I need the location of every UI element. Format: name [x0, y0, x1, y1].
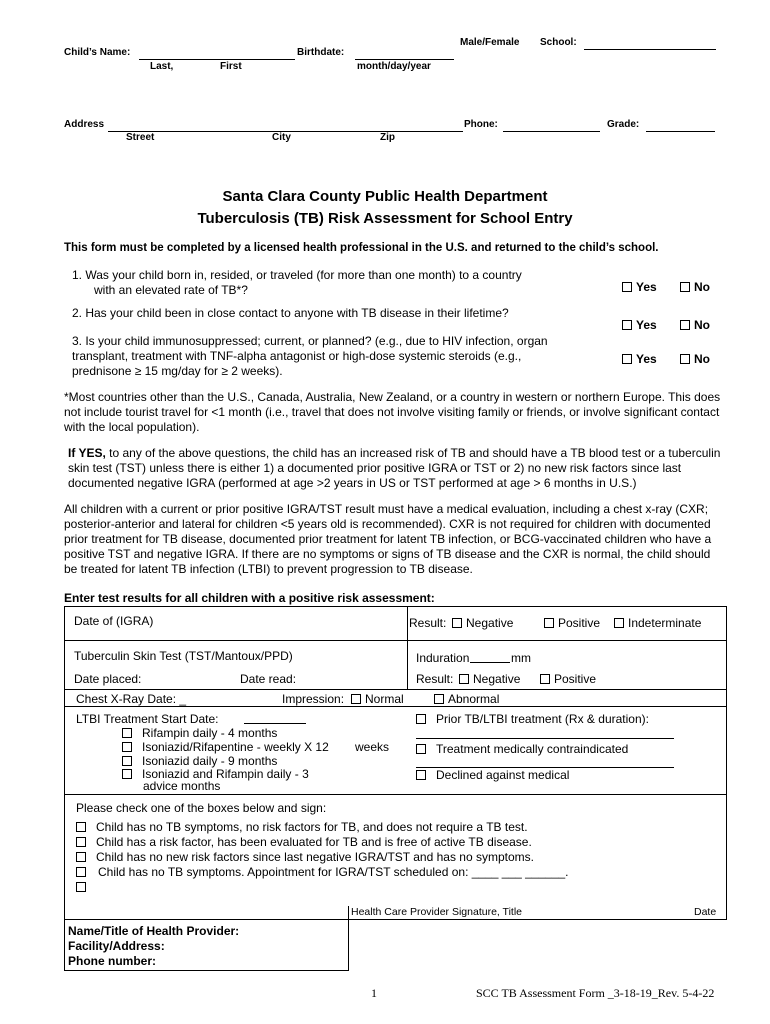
form-id: SCC TB Assessment Form _3-18-19_Rev. 5-4-22 — [476, 986, 715, 1000]
checkbox-icon — [416, 744, 426, 754]
school-field[interactable] — [584, 49, 716, 50]
childs-name-label: Child’s Name: — [64, 47, 131, 58]
checkbox-icon — [76, 837, 86, 847]
facility-label: Facility/Address: — [68, 939, 165, 953]
prior-treatment-field[interactable] — [416, 738, 674, 739]
phone-field[interactable] — [503, 131, 600, 132]
checkbox-icon — [351, 694, 361, 704]
checkbox-icon — [680, 354, 690, 364]
q3-no-option[interactable]: No — [680, 352, 710, 366]
q1-yes-option[interactable]: Yes — [622, 280, 657, 294]
question-1-line2: with an elevated rate of TB*? — [94, 283, 248, 297]
address-label: Address — [64, 119, 105, 130]
induration-field[interactable] — [470, 662, 510, 663]
tst-result-label: Result: — [416, 672, 454, 686]
checkbox-icon — [76, 867, 86, 877]
declined-option[interactable]: Declined against medical — [416, 768, 569, 782]
checkbox-icon — [622, 354, 632, 364]
checkbox-icon — [122, 769, 132, 779]
signature-label: Health Care Provider Signature, Title — [351, 906, 522, 918]
sublabel-month-day-year: month/day/year — [357, 61, 431, 72]
ltbi-start-field[interactable] — [244, 723, 306, 724]
department-title: Santa Clara County Public Health Department — [222, 188, 548, 205]
checkbox-icon — [544, 618, 554, 628]
checkbox-icon — [416, 770, 426, 780]
rx-isoniazid-rifampin-option[interactable]: Isoniazid and Rifampin daily - 3 — [122, 768, 309, 781]
sublabel-zip: Zip — [380, 132, 395, 143]
q3-yes-option[interactable]: Yes — [622, 352, 657, 366]
checkbox-icon — [122, 728, 132, 738]
tst-positive-option[interactable]: Positive — [540, 672, 596, 686]
question-1-line1: 1. Was your child born in, resided, or traveled (for more than one month) to a country — [72, 268, 522, 282]
igra-indeterminate-option[interactable]: Indeterminate — [614, 616, 701, 630]
checkbox-icon — [622, 320, 632, 330]
rx4-line2: advice months — [143, 779, 221, 793]
checkbox-icon — [434, 694, 444, 704]
question-3-line1: 3. Is your child immunosuppressed; current, or planned? (e.g., due to HIV infection, organ — [72, 334, 548, 348]
grade-field[interactable] — [646, 131, 715, 132]
cxr-abnormal-option[interactable]: Abnormal — [434, 692, 499, 706]
date-read-label: Date read: — [240, 672, 297, 686]
phone-number-label: Phone number: — [68, 954, 157, 968]
phone-label: Phone: — [464, 119, 498, 130]
igra-positive-option[interactable]: Positive — [544, 616, 600, 630]
igra-negative-option[interactable]: Negative — [452, 616, 513, 630]
school-label: School: — [540, 37, 577, 48]
all-children-paragraph: All children with a current or prior positive IGRA/TST result must have a medical evaluation, including a chest x-ray (CXR; posterior-anterior and lateral for children <5 years old is recommended). CXR is not required for children with documented prior treatment for TB disease, documented prior treatment for latent TB infection, or BCG-vaccinated children who have a positive TST and negative IGRA. If there are no symptoms or signs of TB disease and the CXR is normal, the child should be treated for latent TB infection (LTBI) to prevent progression to TB disease. — [64, 502, 712, 576]
tst-negative-option[interactable]: Negative — [459, 672, 520, 686]
q2-yes-option[interactable]: Yes — [622, 318, 657, 332]
checkbox-icon — [614, 618, 624, 628]
question-2: 2. Has your child been in close contact to anyone with TB disease in their lifetime? — [72, 306, 509, 320]
sublabel-street: Street — [126, 132, 155, 143]
q2-no-option[interactable]: No — [680, 318, 710, 332]
signoff-option-2[interactable]: Child has a risk factor, has been evaluated for TB and is free of active TB disease. — [76, 835, 532, 849]
question-3-line3: prednisone ≥ 15 mg/day for ≥ 2 weeks). — [72, 364, 283, 378]
form-title: Tuberculosis (TB) Risk Assessment for School Entry — [197, 210, 573, 227]
checkbox-icon — [76, 882, 86, 892]
cxr-normal-option[interactable]: Normal — [351, 692, 404, 706]
impression-label: Impression: — [282, 692, 345, 706]
if-yes-paragraph: If YES, to any of the above questions, the child has an increased risk of TB and should have a TB blood test or a tuberculin skin test (TST) unless there is either 1) a documented prior positive IGRA or TST or 2) no new risk factors since last documented negative IGRA (performed at age >2 years in US or TST performed at age > 6 months in U.S.) — [68, 446, 721, 490]
instruction-text: This form must be completed by a licensed health professional in the U.S. and returned to the child’s school. — [64, 242, 659, 254]
checkbox-icon — [416, 714, 426, 724]
rx-isoniazid-option[interactable]: Isoniazid daily - 9 months — [122, 755, 277, 768]
signoff-option-4[interactable]: Child has no TB symptoms. Appointment for IGRA/TST scheduled on: ____ ___ ______. — [76, 865, 569, 879]
igra-date-label: Date of (IGRA) — [74, 614, 154, 628]
sublabel-last: Last, — [150, 61, 174, 72]
provider-name-label: Name/Title of Health Provider: — [68, 924, 240, 938]
tst-label: Tuberculin Skin Test (TST/Mantoux/PPD) — [74, 649, 293, 663]
checkbox-icon — [76, 822, 86, 832]
signoff-option-3[interactable]: Child has no new risk factors since last negative IGRA/TST and has no symptoms. — [76, 850, 534, 864]
induration-label: Induration — [416, 651, 470, 665]
date-placed-label: Date placed: — [74, 672, 142, 686]
checkbox-icon — [452, 618, 462, 628]
checkbox-icon — [540, 674, 550, 684]
signoff-prompt: Please check one of the boxes below and sign: — [76, 801, 327, 815]
igra-result-label: Result: — [409, 616, 447, 630]
mm-unit: mm — [511, 651, 531, 665]
prior-treatment-option[interactable]: Prior TB/LTBI treatment (Rx & duration): — [416, 712, 649, 726]
page-number: 1 — [371, 986, 377, 1000]
checkbox-icon — [122, 742, 132, 752]
q1-no-option[interactable]: No — [680, 280, 710, 294]
cxr-date-label: Chest X-Ray Date: _ — [76, 692, 187, 706]
footnote: *Most countries other than the U.S., Canada, Australia, New Zealand, or a country in western or northern Europe. This does not include tourist travel for <1 month (i.e., travel that does not involve visiting family or friends, or involve significant contact with the local population). — [64, 390, 721, 434]
checkbox-icon — [76, 852, 86, 862]
checkbox-icon — [680, 320, 690, 330]
sublabel-first: First — [220, 61, 242, 72]
contraindicated-option[interactable]: Treatment medically contraindicated — [416, 742, 628, 756]
sublabel-city: City — [272, 132, 291, 143]
checkbox-icon — [680, 282, 690, 292]
checkbox-icon — [122, 756, 132, 766]
birthdate-label: Birthdate: — [297, 47, 345, 58]
childs-name-field[interactable] — [139, 59, 295, 60]
birthdate-field[interactable] — [355, 59, 454, 60]
question-3-line2: transplant, treatment with TNF-alpha antagonist or high-dose systemic steroids (e.g., — [72, 349, 522, 363]
checkbox-icon — [622, 282, 632, 292]
rx-isoniazid-rifapentine-option[interactable]: Isoniazid/Rifapentine - weekly X 12 — [122, 741, 329, 754]
checkbox-icon — [459, 674, 469, 684]
male-female-label: Male/Female — [460, 37, 520, 48]
grade-label: Grade: — [607, 119, 640, 130]
date-label: Date — [694, 906, 717, 918]
signoff-option-5[interactable] — [76, 880, 90, 894]
ltbi-start-label: LTBI Treatment Start Date: — [76, 712, 219, 726]
signoff-option-1[interactable]: Child has no TB symptoms, no risk factors for TB, and does not require a TB test. — [76, 820, 528, 834]
rx2-weeks-label: weeks — [355, 740, 390, 754]
results-heading: Enter test results for all children with a positive risk assessment: — [64, 591, 435, 605]
rx-rifampin-option[interactable]: Rifampin daily - 4 months — [122, 727, 277, 740]
